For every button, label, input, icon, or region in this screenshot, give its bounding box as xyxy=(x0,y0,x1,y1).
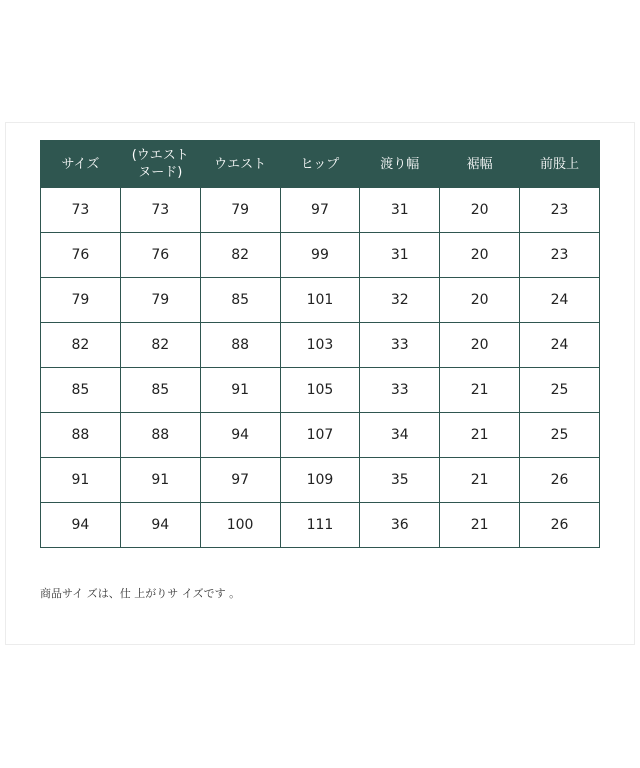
table-row xyxy=(41,458,600,503)
table-cell: 85 xyxy=(200,278,280,323)
table-cell: 88 xyxy=(200,323,280,368)
table-cell: 31 xyxy=(360,233,440,278)
table-row xyxy=(41,278,600,323)
table-cell: 73 xyxy=(41,188,121,233)
table-cell: 20 xyxy=(440,278,520,323)
table-cell: 94 xyxy=(200,413,280,458)
table-cell: 88 xyxy=(120,413,200,458)
table-cell: 21 xyxy=(440,458,520,503)
table-cell: 34 xyxy=(360,413,440,458)
table-cell: 94 xyxy=(120,503,200,548)
table-cell: 23 xyxy=(520,188,600,233)
table-row xyxy=(41,503,600,548)
table-cell: 35 xyxy=(360,458,440,503)
column-header: サイズ xyxy=(41,141,121,188)
table-cell: 82 xyxy=(41,323,121,368)
column-header: 前股上 xyxy=(520,141,600,188)
table-cell: 103 xyxy=(280,323,360,368)
table-cell: 36 xyxy=(360,503,440,548)
column-header: ウエスト xyxy=(200,141,280,188)
column-header: ヒップ xyxy=(280,141,360,188)
table-cell: 25 xyxy=(520,368,600,413)
table-row xyxy=(41,368,600,413)
table-cell: 33 xyxy=(360,368,440,413)
column-header: 渡り幅 xyxy=(360,141,440,188)
table-cell: 88 xyxy=(41,413,121,458)
table-cell: 76 xyxy=(120,233,200,278)
size-table xyxy=(40,140,600,548)
table-cell: 85 xyxy=(120,368,200,413)
table-cell: 31 xyxy=(360,188,440,233)
table-cell: 24 xyxy=(520,323,600,368)
size-note: 商品サイ ズは、仕 上がりサ イズです 。 xyxy=(40,587,241,600)
table-cell: 105 xyxy=(280,368,360,413)
table-cell: 79 xyxy=(120,278,200,323)
table-cell: 21 xyxy=(440,503,520,548)
size-table-header xyxy=(41,141,600,188)
table-cell: 25 xyxy=(520,413,600,458)
table-cell: 85 xyxy=(41,368,121,413)
column-header: 裾幅 xyxy=(440,141,520,188)
table-cell: 20 xyxy=(440,233,520,278)
table-cell: 91 xyxy=(41,458,121,503)
table-cell: 20 xyxy=(440,188,520,233)
table-cell: 20 xyxy=(440,323,520,368)
table-cell: 91 xyxy=(120,458,200,503)
table-cell: 99 xyxy=(280,233,360,278)
table-cell: 21 xyxy=(440,368,520,413)
table-cell: 111 xyxy=(280,503,360,548)
table-cell: 23 xyxy=(520,233,600,278)
table-cell: 100 xyxy=(200,503,280,548)
table-cell: 101 xyxy=(280,278,360,323)
table-cell: 79 xyxy=(41,278,121,323)
table-cell: 76 xyxy=(41,233,121,278)
table-cell: 26 xyxy=(520,458,600,503)
table-cell: 97 xyxy=(200,458,280,503)
header-row xyxy=(41,141,600,188)
table-cell: 73 xyxy=(120,188,200,233)
table-cell: 33 xyxy=(360,323,440,368)
table-cell: 97 xyxy=(280,188,360,233)
table-row xyxy=(41,413,600,458)
size-table-body xyxy=(41,188,600,548)
table-cell: 24 xyxy=(520,278,600,323)
table-row xyxy=(41,323,600,368)
table-cell: 107 xyxy=(280,413,360,458)
table-cell: 94 xyxy=(41,503,121,548)
table-cell: 82 xyxy=(200,233,280,278)
table-cell: 26 xyxy=(520,503,600,548)
table-cell: 21 xyxy=(440,413,520,458)
table-cell: 109 xyxy=(280,458,360,503)
table-cell: 32 xyxy=(360,278,440,323)
table-cell: 82 xyxy=(120,323,200,368)
table-row xyxy=(41,233,600,278)
table-cell: 91 xyxy=(200,368,280,413)
table-cell: 79 xyxy=(200,188,280,233)
column-header: (ウエスト ヌード) xyxy=(120,141,200,188)
table-row xyxy=(41,188,600,233)
